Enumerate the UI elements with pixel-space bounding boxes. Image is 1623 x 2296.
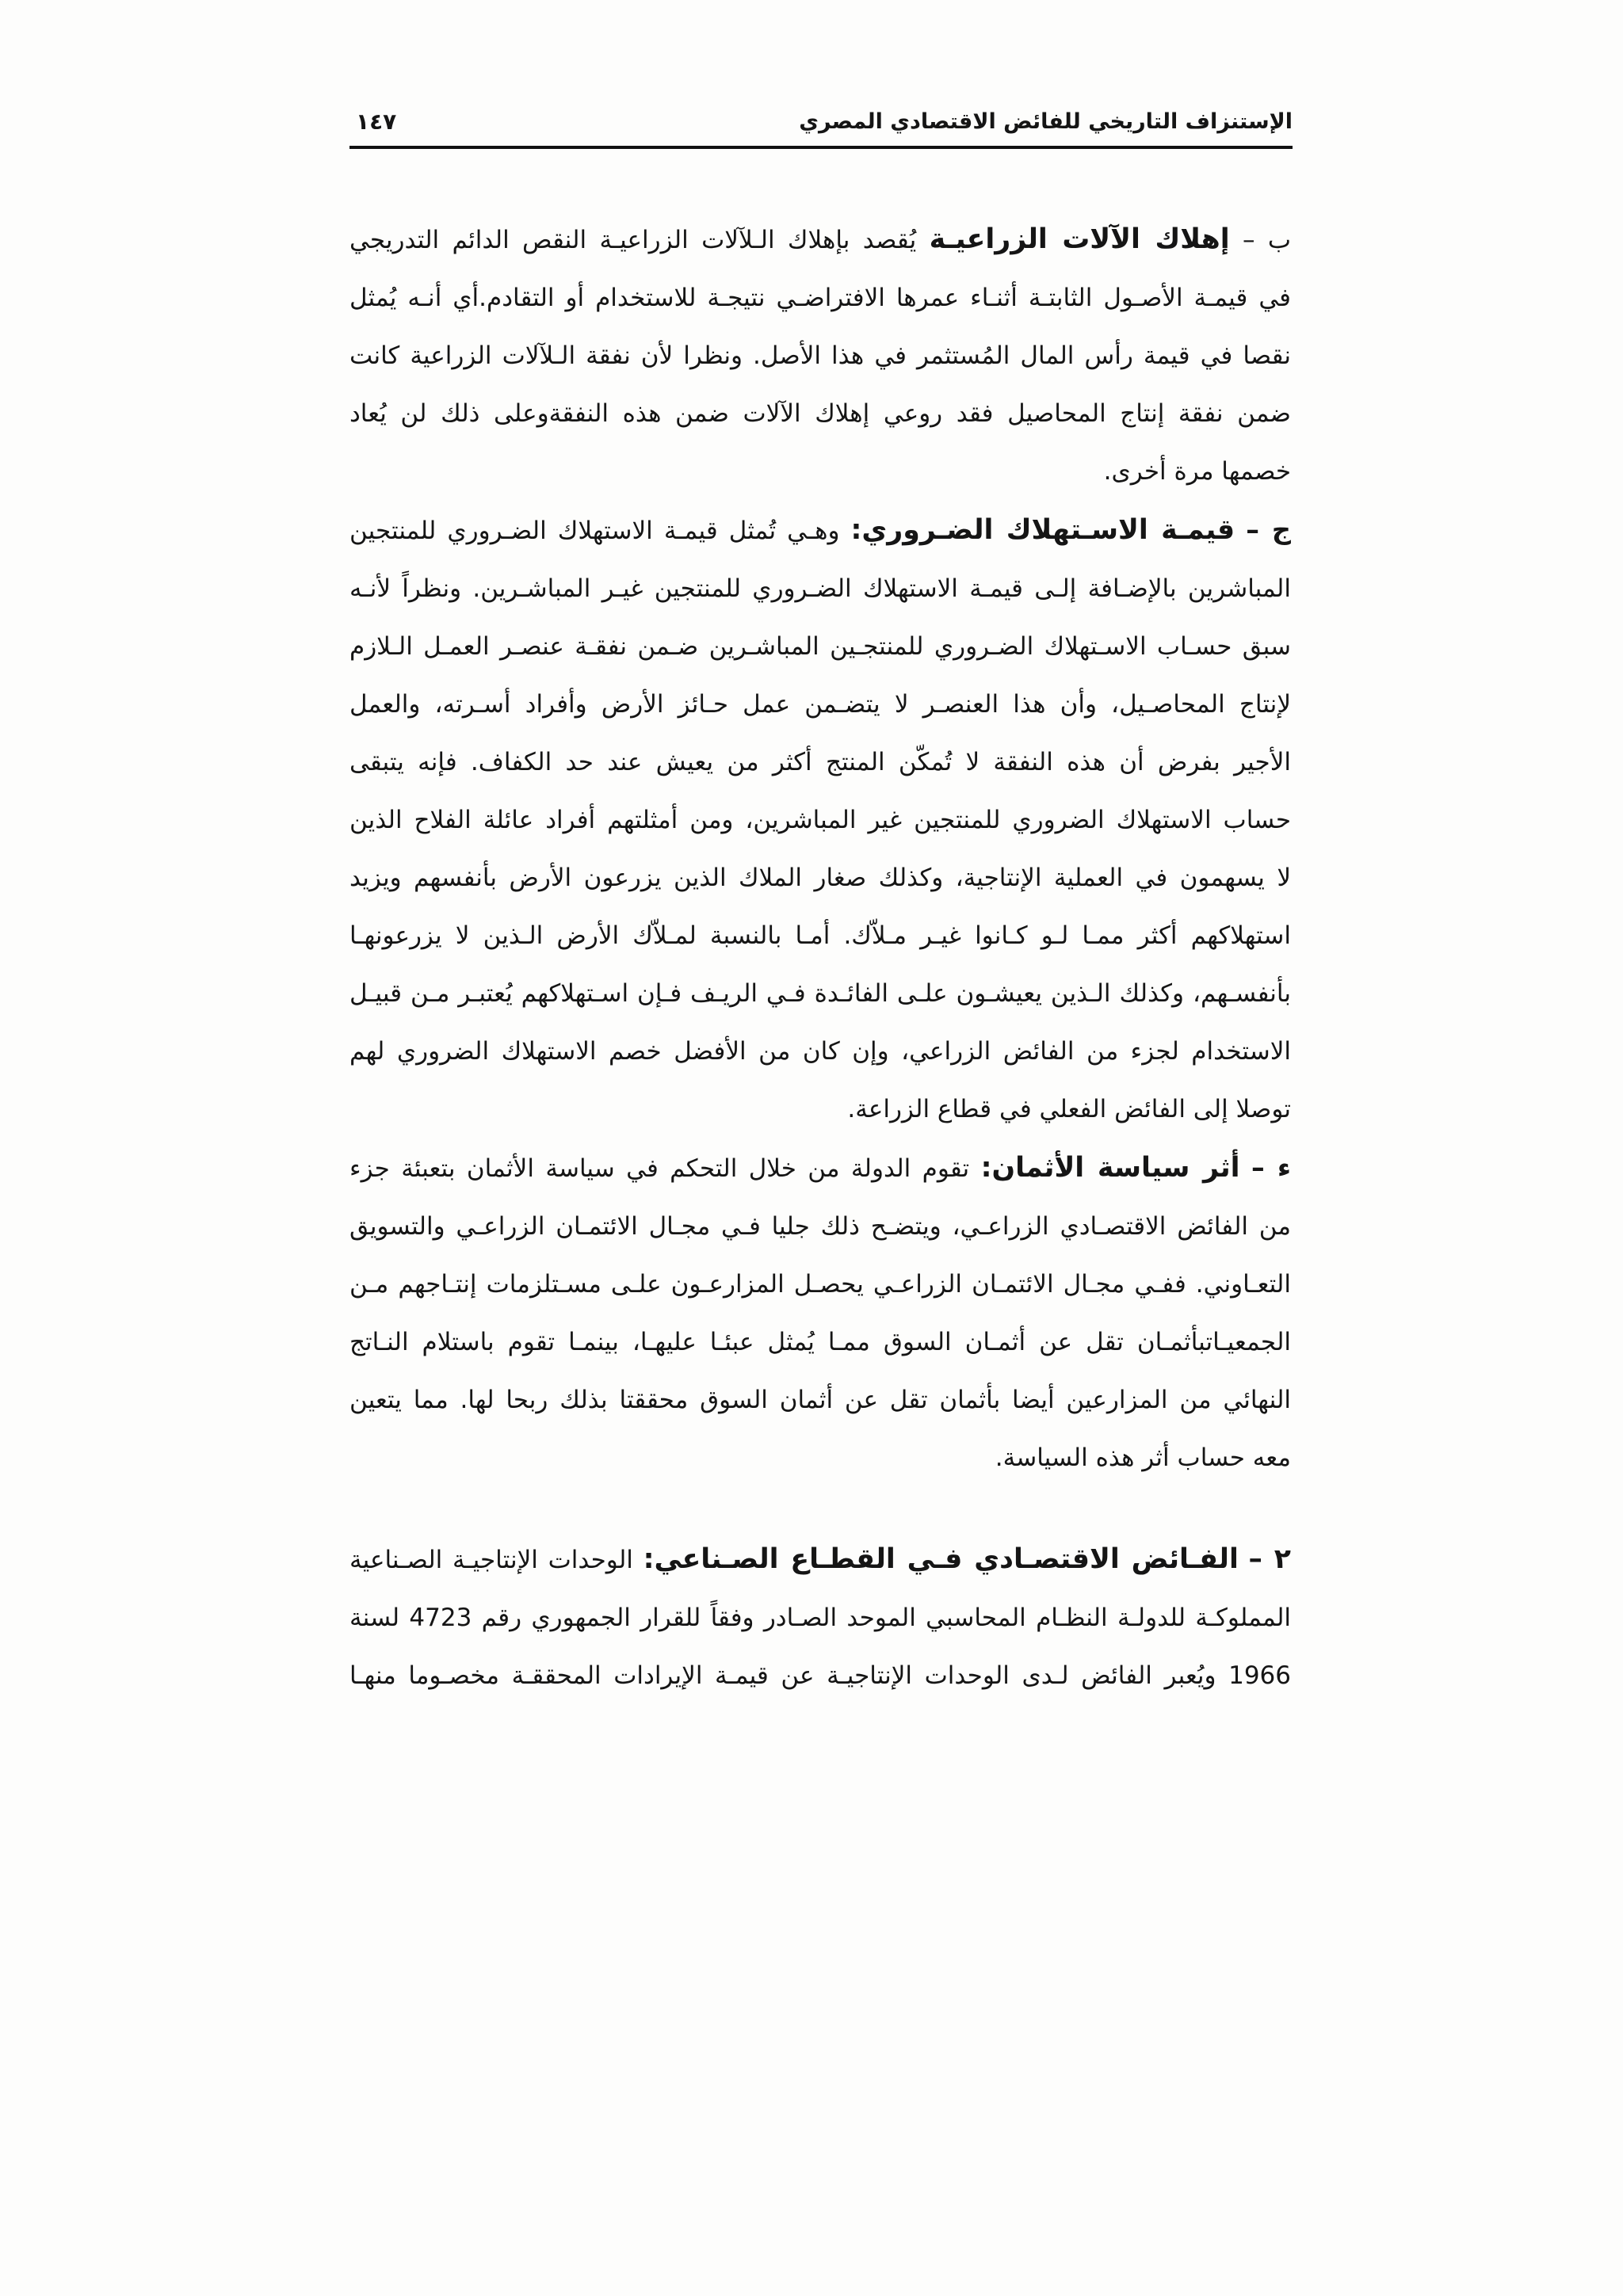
- paragraph-line: لإنتاج المحاصـيل، وأن هذا العنصـر لا يتضـمن عمل حـائز الأرض وأفراد أسـرته، والعمل: [349, 690, 1291, 719]
- header-divider: [349, 146, 1293, 149]
- paragraph-line: بأنفسـهم، وكذلك الـذين يعيشـون علـى الفائـدة فـي الريـف فـإن اسـتهلاكهم يُعتبـر مـن قبيـل: [349, 979, 1291, 1008]
- paragraph-line: حساب الاستهلاك الضروري للمنتجين غير المباشرين، ومن أمثلتهم أفراد عائلة الفلاح الذين: [349, 806, 1291, 834]
- paragraph-line: [349, 501, 1291, 560]
- paragraph-line: [349, 1138, 1291, 1198]
- paragraph-industrial-surplus: [349, 1531, 1291, 1705]
- paragraph-necessary-consumption: [349, 501, 1291, 1138]
- line-text: يُقصد بإهلاك الـلآلات الزراعيـة النقص الدائم التدريجي: [349, 226, 917, 254]
- section-heading: الفـائض الاقتصـادي فـي القطـاع الصـناعي:: [643, 1543, 1239, 1575]
- paragraph-line: الأجير بفرض أن هذه النفقة لا تُمكّن المنتج أكثر من يعيش عند حد الكفاف. فإنه يتبقى: [349, 748, 1291, 776]
- paragraph-line: المملوكـة للدولـة النظـام المحاسبي الموحد الصـادر وفقاً للقرار الجمهوري رقم 4723 لسنة: [349, 1604, 1291, 1632]
- page-body: [349, 211, 1291, 1705]
- paragraph-heading: إهلاك الآلات الزراعيـة: [929, 223, 1230, 255]
- item-marker: ج –: [1246, 514, 1291, 545]
- paragraph-line: [349, 1531, 1291, 1589]
- paragraph-heading: قيمـة الاسـتهلاك الضـروري:: [850, 514, 1235, 546]
- paragraph-heading: أثر سياسة الأثمان:: [980, 1152, 1240, 1184]
- line-text: الوحدات الإنتاجيـة الصـناعية: [349, 1546, 633, 1574]
- paragraph-line: ضمن نفقة إنتاج المحاصيل فقد روعي إهلاك الآلات ضمن هذه النفقةوعلى ذلك لن يُعاد: [349, 399, 1291, 428]
- item-marker: ب –: [1242, 226, 1291, 254]
- running-header: [349, 100, 1293, 144]
- page-number: ١٤٧: [356, 109, 397, 135]
- paragraph-line: الاستخدام لجزء من الفائض الزراعي، وإن كان من الأفضل خصم الاستهلاك الضروري لهم: [349, 1037, 1291, 1066]
- paragraph-line: سبق حسـاب الاسـتهلاك الضـروري للمنتجـين المباشـرين ضـمن نفقـة عنصـر العمـل الـلازم: [349, 632, 1291, 661]
- paragraph-depreciation: [349, 211, 1291, 501]
- line-text: وهـي تُمثل قيمـة الاستهلاك الضـروري للمنتجين: [349, 517, 840, 545]
- paragraph-line: التعـاوني. ففـي مجـال الائتمـان الزراعـي يحصـل المزارعـون علـى مسـتلزمات إنتـاجهم مـن: [349, 1270, 1291, 1299]
- section-spacer: [349, 1487, 1291, 1531]
- paragraph-line: من الفائض الاقتصـادي الزراعـي، ويتضـح ذلك جليا فـي مجـال الائتمـان الزراعـي والتسويق: [349, 1212, 1291, 1241]
- paragraph-line: توصلا إلى الفائض الفعلي في قطاع الزراعة.: [847, 1095, 1291, 1123]
- line-text: تقوم الدولة من خلال التحكم في سياسة الأثمان بتعبئة جزء: [349, 1154, 970, 1183]
- paragraph-line: معه حساب أثر هذه السياسة.: [995, 1444, 1291, 1472]
- item-marker: ٢ –: [1248, 1543, 1291, 1575]
- paragraph-line: النهائي من المزارعين أيضا بأثمان تقل عن أثمان السوق محققتا بذلك ربحا لها. مما يتعين: [349, 1386, 1291, 1414]
- paragraph-line: 1966 ويُعبر الفائض لـدى الوحدات الإنتاجيـة عن قيمـة الإيرادات المحققـة مخصـوما منهـا: [349, 1661, 1291, 1690]
- item-marker: ء –: [1251, 1152, 1291, 1183]
- paragraph-line: الجمعيـاتبأثمـان تقل عن أثمـان السوق ممـا يُمثل عبئـا عليهـا، بينمـا تقوم باستلام النـاتج: [349, 1328, 1291, 1356]
- paragraph-line: نقصا في قيمة رأس المال المُستثمر في هذا الأصل. ونظرا لأن نفقة الـلآلات الزراعية كانت: [349, 341, 1291, 370]
- paragraph-line: المباشرين بالإضـافة إلـى قيمـة الاستهلاك الضـروري للمنتجين غيـر المباشـرين. ونظراً لأنـه: [349, 574, 1291, 603]
- paragraph-line: [349, 211, 1291, 269]
- running-title: الإستنزاف التاريخي للفائض الاقتصادي المصري: [799, 109, 1293, 134]
- paragraph-line: خصمها مرة أخرى.: [1103, 457, 1291, 486]
- paragraph-price-policy: [349, 1138, 1291, 1487]
- paragraph-line: في قيمـة الأصـول الثابتـة أثنـاء عمرها الافتراضـي نتيجـة للاستخدام أو التقادم.أي أنـه يُمثل: [349, 284, 1291, 312]
- paragraph-line: استهلاكهم أكثر ممـا لـو كـانوا غيـر مـلاّك. أمـا بالنسبة لمـلاّك الأرض الـذين لا يزرعونهـا: [349, 921, 1291, 950]
- paragraph-line: لا يسهمون في العملية الإنتاجية، وكذلك صغار الملاك الذين يزرعون الأرض بأنفسهم ويزيد: [349, 864, 1291, 892]
